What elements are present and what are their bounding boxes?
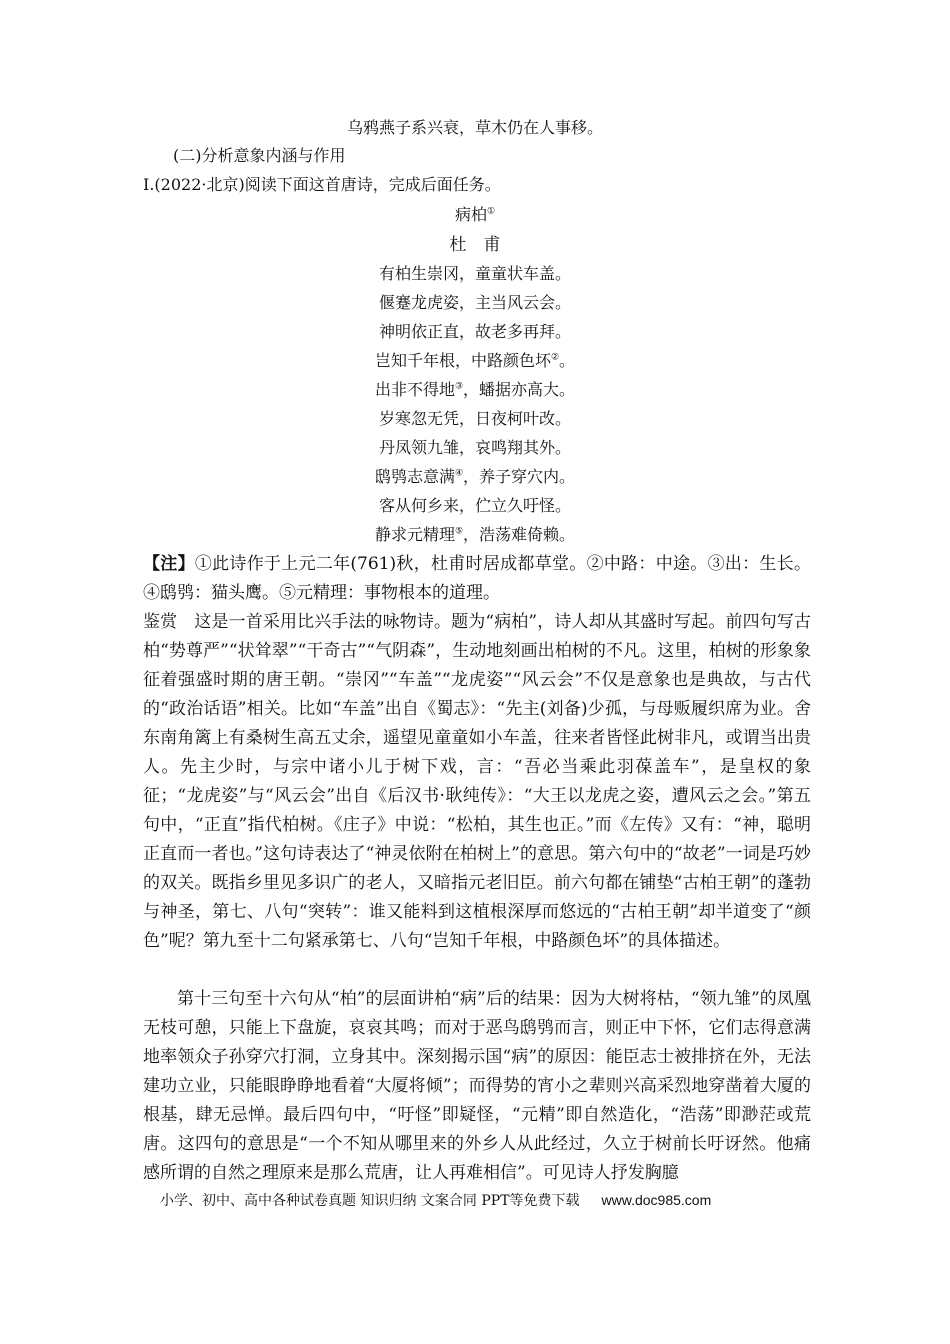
- poem-author: 杜 甫: [449, 235, 501, 255]
- appreciation-paragraph-2: 第十三句至十六句从“柏”的层面讲柏“病”后的结果：因为大树将枯，“领九雏”的凤凰无枝可憩，只能上下盘旋，哀哀其鸣；而对于恶鸟鸱鸮而言，则正中下怀，它们志得意满地率领众子孙穿穴打洞，立身其中。深刻揭示国“病”的原因：能臣志士被排挤在外，无法建功立业，只能眼睁睁地看着“大厦将倾”；而得势的宵小之辈则兴高采烈地穿凿着大厦的根基，肆无忌惮。最后四句中，“吁怪”即疑怪，“元精”即自然造化，“浩荡”即渺茫或荒唐。这四句的意思是“一个不知从哪里来的外乡人从此经过，久立于树前长吁讶然。他痛感所谓的自然之理原来是那么荒唐，让人再难相信”。可见诗人抒发胸臆: [143, 989, 811, 1183]
- poem-line: [0, 322, 950, 342]
- poem-line: [0, 496, 950, 516]
- poem-line: [0, 380, 950, 400]
- poem-line: [0, 438, 950, 458]
- poem-title-text: 病柏: [454, 205, 487, 224]
- poem-line-text-after: 。: [559, 351, 576, 370]
- poem-line-text-after: ，浩荡难倚赖。: [463, 525, 576, 544]
- poem-line-text: 出非不得地: [374, 380, 455, 399]
- poem-line-note: ④: [454, 468, 464, 479]
- poem-line: [0, 264, 950, 284]
- poem-line-note: ③: [454, 381, 464, 392]
- poem-line-text: 鸱鸮志意满: [374, 467, 455, 486]
- poem-line-text: 静求元精理: [374, 525, 455, 544]
- poem-title-note: ①: [486, 206, 496, 217]
- footer-url: www.doc985.com: [601, 1192, 712, 1208]
- poem-line-text: 神明依正直，故老多再拜。: [378, 322, 571, 341]
- poem-line: [0, 525, 950, 545]
- notes-paragraph: [143, 550, 811, 608]
- section-heading: (二)分析意象内涵与作用: [173, 146, 346, 165]
- poem-line-text: 偃蹇龙虎姿，主当风云会。: [378, 293, 571, 312]
- poem-line-text: 客从何乡来，伫立久吁怪。: [378, 496, 571, 515]
- page-footer: [160, 1190, 711, 1211]
- appreciation-paragraph-1: [143, 608, 811, 956]
- poem-title: [0, 205, 950, 225]
- question-prompt: Ⅰ.(2022·北京)阅读下面这首唐诗，完成后面任务。: [143, 175, 501, 194]
- poem-line-note: ②: [550, 352, 560, 363]
- poem-line-text-after: ，蟠据亦高大。: [463, 380, 576, 399]
- poem-line: [0, 467, 950, 487]
- notes-label: 【注】: [143, 554, 195, 574]
- poem-line-text: 有柏生崇冈，童童状车盖。: [378, 264, 571, 283]
- poem-line: [0, 409, 950, 429]
- poem-line-text: 丹凤领九雏，哀鸣翔其外。: [378, 438, 571, 457]
- appreciation-label: 鉴赏: [143, 612, 178, 632]
- poem-line: [0, 293, 950, 313]
- poem-line-text: 岂知千年根，中路颜色坏: [374, 351, 551, 370]
- poem-line-text: 岁寒忽无凭，日夜柯叶改。: [378, 409, 571, 428]
- poem-line-note: ⑤: [454, 526, 464, 537]
- poem-line-text-after: ，养子穿穴内。: [463, 467, 576, 486]
- poem-line: [0, 351, 950, 371]
- footer-text: 小学、初中、高中各种试卷真题 知识归纳 文案合同 PPT等免费下载: [160, 1193, 580, 1209]
- appreciation-text-1: 这是一首采用比兴手法的咏物诗。题为“病柏”，诗人却从其盛时写起。前四句写古柏“势尊严”“状耸翠”“干奇古”“气阴森”，生动地刻画出柏树的不凡。这里，柏树的形象象征着强盛时期的唐王朝。“崇冈”“车盖”“龙虎姿”“风云会”不仅是意象也是典故，与古代的“政治话语”相关。比如“车盖”出自《蜀志》：“先主(刘备)少孤，与母贩履织席为业。舍东南角篱上有桑树生高五丈余，遥望见童童如小车盖，往来者皆怪此树非凡，或谓当出贵人。先主少时，与宗中诸小儿于树下戏，言：“吾必当乘此羽葆盖车”，是皇权的象征；“龙虎姿”与“风云会”出自《后汉书·耿纯传》：“大王以龙虎之姿，遭风云之会。”第五句中，“正直”指代柏树。《庄子》中说：“松柏，其生也正。”而《左传》又有：“神，聪明正直而一者也。”这句诗表达了“神灵依附在柏树上”的意思。第六句中的“故老”一词是巧妙的双关。既指乡里见多识广的老人，又暗指元老旧臣。前六句都在铺垫“古柏王朝”的蓬勃与神圣，第七、八句“突转”：谁又能料到这植根深厚而悠远的“古柏王朝”却半道变了“颜色”呢？第九至十二句紧承第七、八句“岂知千年根，中路颜色坏”的具体描述。: [143, 612, 812, 951]
- notes-text: ①此诗作于上元二年(761)秋，杜甫时居成都草堂。②中路：中途。③出：生长。④鸱鸮：猫头鹰。⑤元精理：事物根本的道理。: [143, 554, 811, 603]
- top-poem-line: 乌鸦燕子系兴衰，草木仍在人事移。: [346, 118, 603, 137]
